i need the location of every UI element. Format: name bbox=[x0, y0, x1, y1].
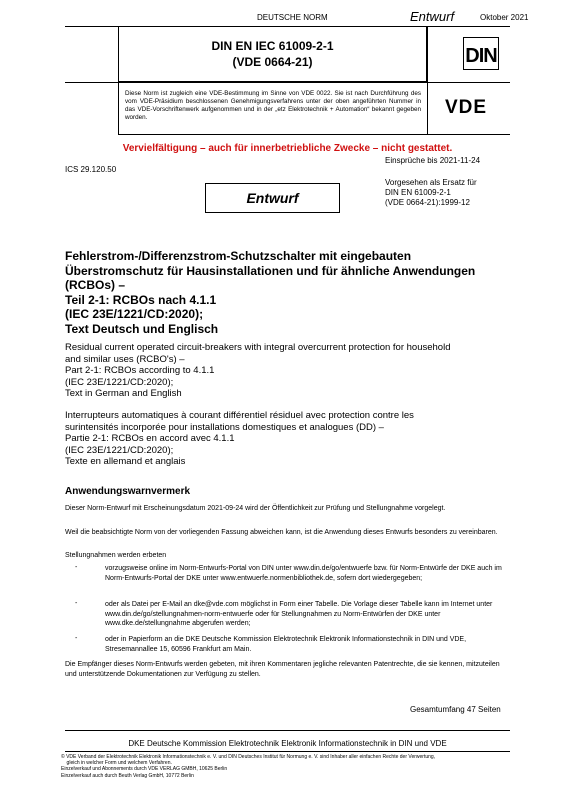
legal-line: © VDE Verband der Elektrotechnik Elektronik Informationstechnik e. V. und DIN Deutsches Institut für Normung e. V. sind Inhaber aller einfachen Rechte der Verwertung, bbox=[61, 754, 436, 760]
standard-number: DIN EN IEC 61009-2-1 bbox=[211, 39, 334, 53]
footer-rule bbox=[65, 730, 510, 731]
french-title-line: Interrupteurs automatiques à courant différentiel résiduel avec protection contre les bbox=[65, 410, 414, 421]
replacement-line: Vorgesehen als Ersatz für bbox=[385, 178, 477, 187]
list-dash: - bbox=[75, 564, 78, 571]
frame-left-line bbox=[118, 82, 119, 134]
french-title-line: Texte en allemand et anglais bbox=[65, 456, 186, 467]
vde-logo: VDE bbox=[445, 97, 488, 118]
german-title-line: Teil 2-1: RCBOs nach 4.1.1 bbox=[65, 292, 217, 307]
warning-paragraph: Weil die beabsichtigte Norm von der vorliegenden Fassung abweichen kann, ist die Anwendung dieses Entwurfs besonders zu vereinbaren. bbox=[65, 529, 498, 536]
german-title-line: Fehlerstrom-/Differenzstrom-Schutzschalter mit eingebauten bbox=[65, 249, 412, 263]
german-title-line: Überstromschutz für Hausinstallationen und für ähnliche Anwendungen bbox=[65, 263, 476, 278]
legal-notice bbox=[61, 754, 541, 779]
objection-deadline: Einsprüche bis 2021-11-24 bbox=[385, 156, 481, 165]
vde-number: (VDE 0664-21) bbox=[232, 55, 313, 69]
french-title bbox=[65, 410, 510, 468]
list-dash: - bbox=[75, 635, 78, 642]
footer-rule bbox=[65, 751, 510, 752]
german-title bbox=[65, 249, 510, 336]
english-title-line: Text in German and English bbox=[65, 388, 182, 399]
warning-paragraph: Dieser Norm-Entwurf mit Erscheinungsdatum 2021-09-24 wird der Öffentlichkeit zur Prüfung und Stellungnahme vorgelegt. bbox=[65, 505, 446, 512]
ics-code: ICS 29.120.50 bbox=[65, 165, 117, 174]
english-title-line: and similar uses (RCBO's) – bbox=[65, 353, 185, 365]
french-title-line: Partie 2-1: RCBOs en accord avec 4.1.1 bbox=[65, 433, 235, 444]
replacement-line: (VDE 0664-21):1999-12 bbox=[385, 198, 470, 207]
french-title-line: (IEC 23E/1221/CD:2020); bbox=[65, 444, 174, 456]
replacement-line: DIN EN 61009-2-1 bbox=[385, 188, 451, 197]
legal-line: gleich in welcher Form und welchem Verfahren. bbox=[61, 760, 172, 767]
french-title-line: surintensités incorporée pour installations domestiques et analogues (DD) – bbox=[65, 421, 384, 433]
frame-right-line bbox=[427, 26, 428, 134]
status-label: Entwurf bbox=[410, 9, 455, 24]
german-title-line: Text Deutsch und Englisch bbox=[65, 321, 219, 336]
english-title-line: Part 2-1: RCBOs according to 4.1.1 bbox=[65, 365, 215, 376]
frame-rule bbox=[65, 82, 510, 83]
title-frame bbox=[118, 26, 427, 82]
replacement-info bbox=[385, 178, 477, 208]
legal-line: Einzelverkauf und Abonnements durch VDE VERLAG GMBH, 10625 Berlin bbox=[61, 766, 228, 773]
list-item: oder als Datei per E-Mail an dke@vde.com möglichst in Form einer Tabelle. Die Vorlage dieser Tabelle kann im Internet unter www.din.de/go/stellungnahmen-norm-entwuerfe oder für Stellungnahmen zu Norm-Entwürfen der DKE unter www.dke.de/stellungnahme abgerufen werden; bbox=[105, 601, 493, 627]
list-item: oder in Papierform an die DKE Deutsche Kommission Elektrotechnik Elektronik Informationstechnik in DIN und VDE, Stresemannallee 15, 60596 Frankfurt am Main. bbox=[105, 636, 467, 653]
english-title bbox=[65, 342, 510, 400]
norm-label: DEUTSCHE NORM bbox=[257, 13, 328, 22]
reproduction-notice: Vervielfältigung – auch für innerbetriebliche Zwecke – nicht gestattet. bbox=[122, 143, 453, 154]
draft-label: Entwurf bbox=[246, 190, 299, 206]
vde-note: Diese Norm ist zugleich eine VDE-Bestimmung im Sinne von VDE 0022. Sie ist nach Durchführung des vom VDE-Präsidium beschlossenen Genehmigungsverfahrens unter der oben angeführten Nummer in das VDE-Vorschriftenwerk aufgenommen und in der „etz Elektrotechnik + Automation“ bekannt gegeben worden. bbox=[125, 90, 421, 121]
din-logo-text: DIN bbox=[465, 45, 497, 67]
din-logo bbox=[463, 37, 499, 70]
dke-line: DKE Deutsche Kommission Elektrotechnik Elektronik Informationstechnik in DIN und VDE bbox=[128, 739, 447, 748]
publication-date: Oktober 2021 bbox=[480, 13, 529, 22]
legal-line: Einzelverkauf auch durch Beuth Verlag GmbH, 10772 Berlin bbox=[61, 772, 194, 779]
german-title-line: (RCBOs) – bbox=[65, 278, 126, 292]
warning-paragraph: Stellungnahmen werden erbeten bbox=[65, 552, 167, 559]
list-dash: - bbox=[75, 600, 78, 607]
english-title-line: (IEC 23E/1221/CD:2020); bbox=[65, 376, 174, 388]
german-title-line: (IEC 23E/1221/CD:2020); bbox=[65, 307, 204, 321]
warning-heading: Anwendungswarnvermerk bbox=[65, 486, 191, 497]
english-title-line: Residual current operated circuit-breakers with integral overcurrent protection for household bbox=[65, 342, 451, 353]
total-pages: Gesamtumfang 47 Seiten bbox=[410, 705, 501, 714]
draft-box bbox=[205, 183, 340, 213]
frame-bottom-rule bbox=[118, 134, 510, 135]
list-item: vorzugsweise online im Norm-Entwurfs-Portal von DIN unter www.din.de/go/entwuerfe bzw. für Norm-Entwürfe der DKE auch im Norm-Entwurfs-Portal der DKE unter www.entwuerfe.normenbibliothek.de, sofern dort wiedergegeben; bbox=[105, 565, 502, 582]
warning-paragraph: Die Empfänger dieses Norm-Entwurfs werden gebeten, mit ihren Kommentaren jegliche relevanten Patentrechte, die sie kennen, mitzuteilen und unterstützende Dokumentationen zur Verfügung zu stellen. bbox=[65, 661, 500, 678]
